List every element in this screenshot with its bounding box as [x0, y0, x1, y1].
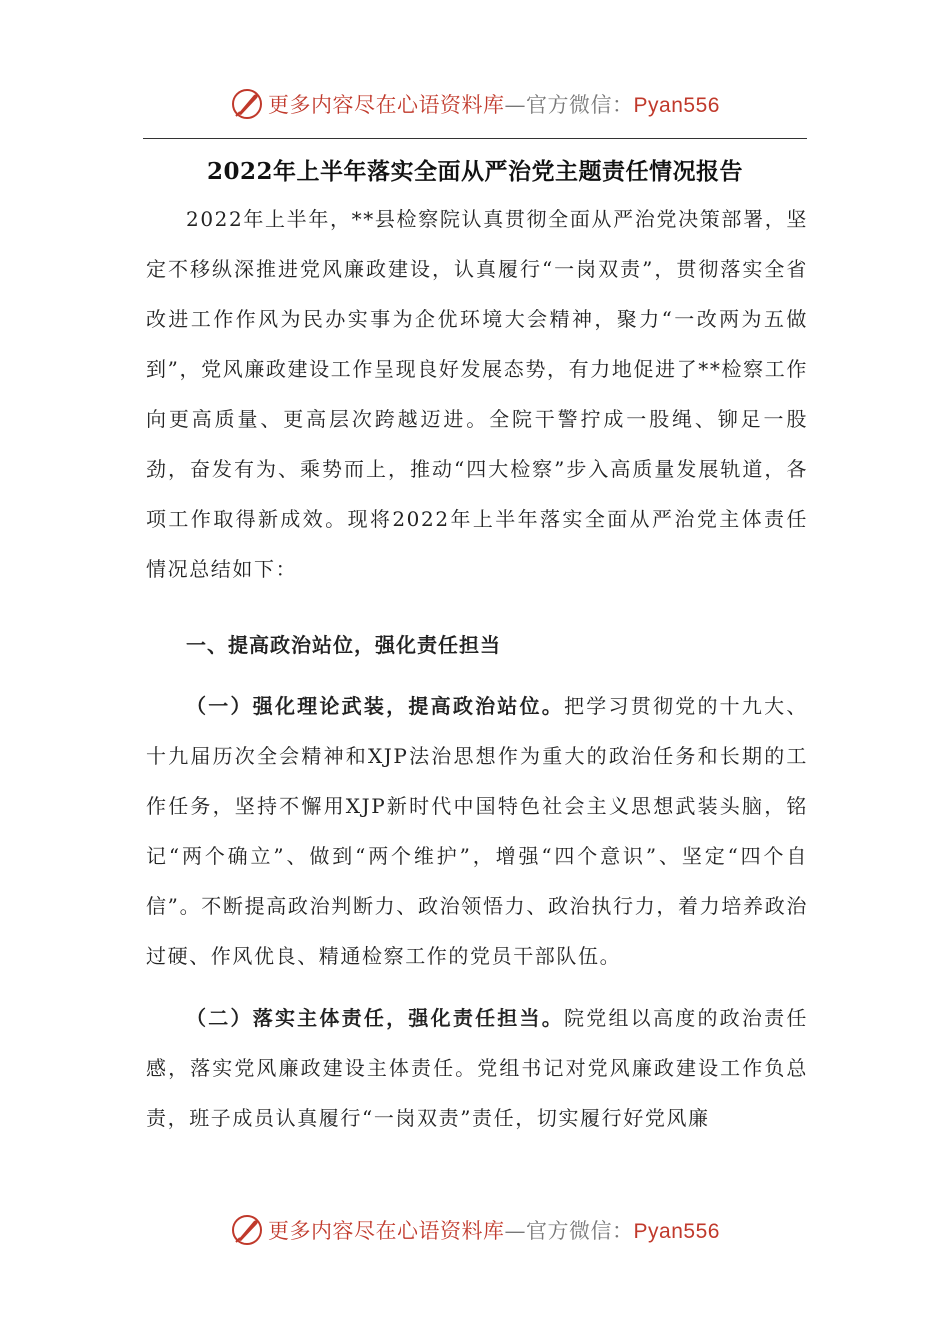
item-2-text: 院党组以高度的政治责任感，落实党风廉政建设主体责任。党组书记对党风廉政建设工作负总责，班子成员认真履行“一岗双责”责任，切实履行好党风廉	[146, 1006, 808, 1130]
section-1	[146, 620, 808, 670]
item-2-lead: （二）落实主体责任，强化责任担当。	[186, 1006, 565, 1030]
footer-account: Pyan556	[633, 1220, 720, 1243]
quill-logo-icon	[230, 87, 264, 121]
header-text	[268, 89, 720, 119]
item-1-text: 把学习贯彻党的十九大、十九届历次全会精神和XJP法治思想作为重大的政治任务和长期的工作任务，坚持不懈用XJP新时代中国特色社会主义思想武装头脑，铭记“两个确立”、做到“两个维护”，增强“四个意识”、坚定“四个自信”。不断提高政治判断力、政治领悟力、政治执行力，着力培养政治过硬、作风优良、精通检察工作的党员干部队伍。	[146, 694, 808, 968]
section-1-heading: 一、提高政治站位，强化责任担当	[186, 633, 501, 657]
intro-paragraph: 2022年上半年，**县检察院认真贯彻全面从严治党决策部署，坚定不移纵深推进党风廉政建设，认真履行“一岗双责”，贯彻落实全省改进工作作风为民办实事为企优环境大会精神，聚力“一改两为五做到”，党风廉政建设工作呈现良好发展态势，有力地促进了**检察工作向更高质量、更高层次跨越迈进。全院干警拧成一股绳、铆足一股劲，奋发有为、乘势而上，推动“四大检察”步入高质量发展轨道，各项工作取得新成效。现将2022年上半年落实全面从严治党主体责任情况总结如下：	[146, 207, 808, 581]
document-body	[146, 194, 808, 594]
header-brand: 更多内容尽在心语资料库	[268, 93, 505, 117]
section-1-item-1	[146, 681, 808, 981]
header-banner	[0, 84, 950, 124]
footer-text	[268, 1215, 720, 1245]
item-1-lead: （一）强化理论武装，提高政治站位。	[186, 694, 565, 718]
header-divider	[143, 138, 807, 139]
section-1-item-2	[146, 993, 808, 1143]
footer-brand: 更多内容尽在心语资料库	[268, 1219, 505, 1243]
header-contact: 官方微信：	[526, 93, 634, 117]
item-1-paragraph	[146, 681, 808, 981]
footer-banner	[0, 1210, 950, 1250]
footer-contact: 官方微信：	[526, 1219, 634, 1243]
header-account: Pyan556	[633, 94, 720, 117]
item-2-paragraph	[146, 993, 808, 1143]
quill-logo-icon	[230, 1213, 264, 1247]
header-separator: —	[504, 93, 527, 117]
footer-separator: —	[504, 1219, 527, 1243]
document-title: 2022年上半年落实全面从严治党主题责任情况报告	[206, 158, 743, 185]
